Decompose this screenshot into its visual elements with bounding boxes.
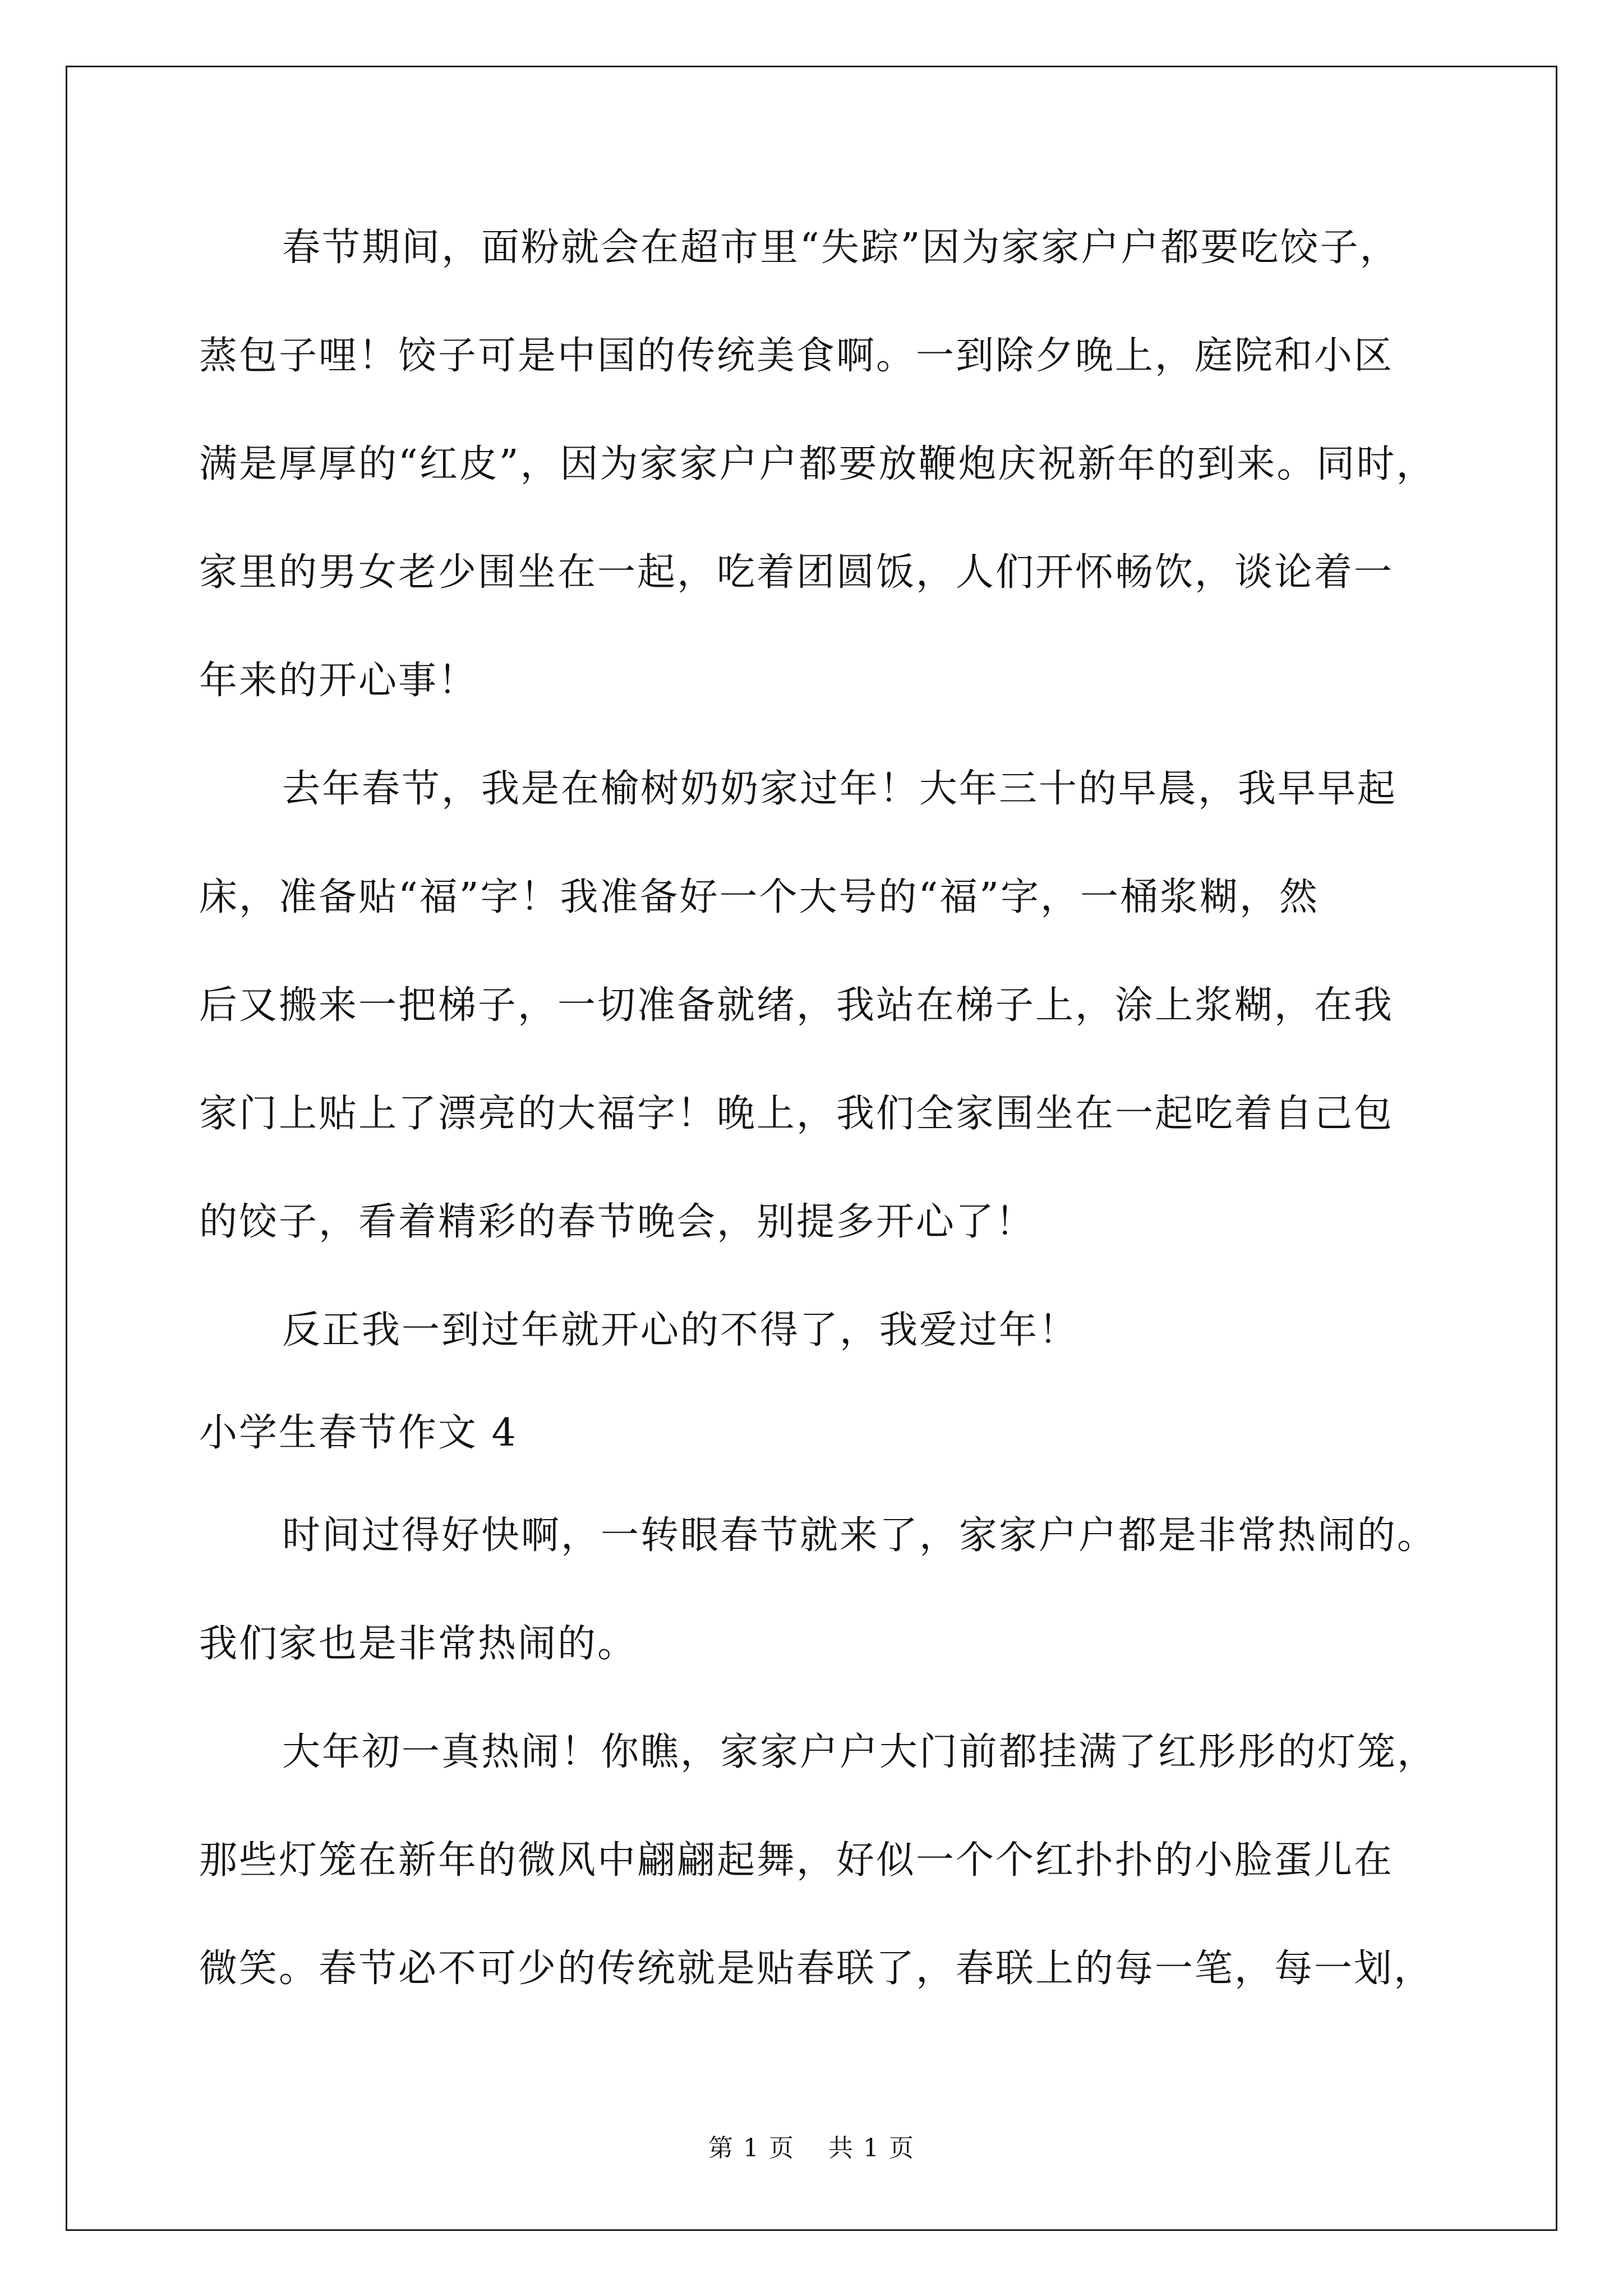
document-body <box>199 220 1437 2049</box>
text-line: 年来的开心事！ <box>199 659 478 703</box>
text-line: 大年初一真热闹！你瞧，家家户户大门前都挂满了红彤彤的灯笼， <box>282 1730 1437 1774</box>
text-line: 我们家也是非常热闹的。 <box>199 1622 638 1666</box>
text-line: 后又搬来一把梯子，一切准备就绪，我站在梯子上，涂上浆糊，在我 <box>199 983 1394 1028</box>
text-line: 家门上贴上了漂亮的大福字！晚上，我们全家围坐在一起吃着自己包 <box>199 1092 1394 1136</box>
text-line: 床，准备贴“福”字！我准备好一个大号的“福”字，一桶浆糊，然 <box>199 875 1320 919</box>
page-footer <box>0 2132 1623 2165</box>
text-line: 满是厚厚的“红皮”，因为家家户户都要放鞭炮庆祝新年的到来。同时， <box>199 442 1436 486</box>
text-line: 那些灯笼在新年的微风中翩翩起舞，好似一个个红扑扑的小脸蛋儿在 <box>199 1838 1394 1883</box>
text-line: 时间过得好快啊，一转眼春节就来了，家家户户都是非常热闹的。 <box>282 1513 1437 1558</box>
section-heading: 小学生春节作文 4 <box>199 1411 518 1455</box>
text-line: 蒸包子哩！饺子可是中国的传统美食啊。一到除夕晚上，庭院和小区 <box>199 334 1394 378</box>
page-total: 共 1 页 <box>828 2134 915 2162</box>
text-line: 家里的男女老少围坐在一起，吃着团圆饭，人们开怀畅饮，谈论着一 <box>199 550 1394 595</box>
text-line: 去年春节，我是在榆树奶奶家过年！大年三十的早晨，我早早起 <box>282 767 1398 811</box>
page-number: 第 1 页 <box>708 2134 795 2162</box>
text-line: 春节期间，面粉就会在超市里“失踪”因为家家户户都要吃饺子， <box>282 226 1400 270</box>
text-line: 微笑。春节必不可少的传统就是贴春联了，春联上的每一笔，每一划， <box>199 1947 1434 1991</box>
text-line: 的饺子，看着精彩的春节晚会，别提多开心了！ <box>199 1200 1036 1244</box>
text-line: 反正我一到过年就开心的不得了，我爱过年！ <box>282 1308 1079 1352</box>
